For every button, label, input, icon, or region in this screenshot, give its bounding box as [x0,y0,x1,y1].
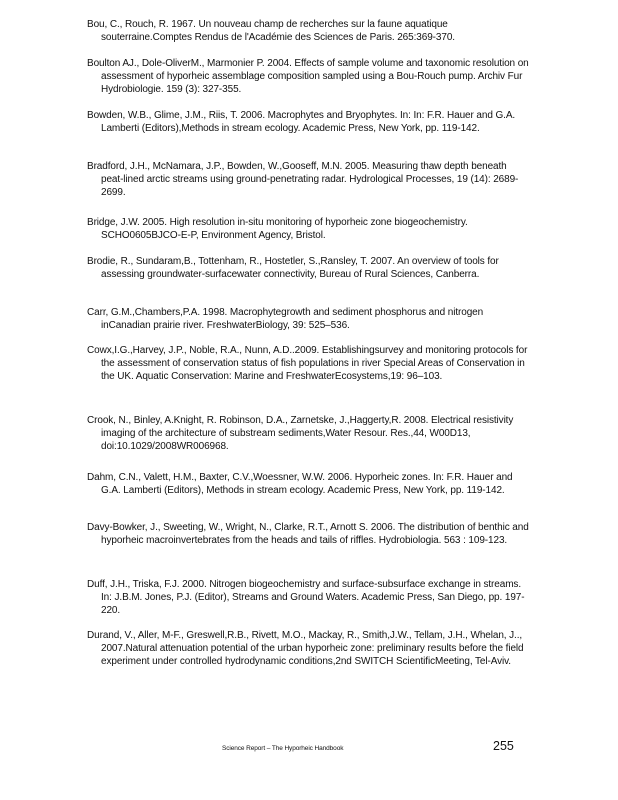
reference-entry: Durand, V., Aller, M-F., Greswell,R.B., Rivett, M.O., Mackay, R., Smith,J.W., Tellam, J.H., Whelan, J.., 2007.Natural attenuation potential of the urban hyporheic zone: preliminary results before the field experiment under controlled hydrodynamic conditions,2nd SWITCH ScientificMeeting, Tel-Aviv. [87,630,524,667]
reference-entry: Bou, C., Rouch, R. 1967. Un nouveau champ de recherches sur la faune aquatique souterraine.Comptes Rendus de l'Académie des Sciences de Paris. 265:369-370. [87,19,455,43]
reference-entry: Carr, G.M.,Chambers,P.A. 1998. Macrophytegrowth and sediment phosphorus and nitrogen inCanadian prairie river. FreshwaterBiology, 39: 525–536. [87,307,484,331]
reference-entry: Crook, N., Binley, A.Knight, R. Robinson, D.A., Zarnetske, J.,Haggerty,R. 2008. Electrical resistivity imaging of the architecture of substream sediments,Water Resour. Res.,44, W00D13, doi:10.1029/2008WR006968. [87,415,514,452]
reference-entry: Bowden, W.B., Glime, J.M., Riis, T. 2006. Macrophytes and Bryophytes. In: In: F.R. Hauer and G.A. Lamberti (Editors),Methods in stream ecology. Academic Press, New York, pp. 119-142. [87,110,516,134]
page-number: 255 [493,739,514,753]
reference-entry: Brodie, R., Sundaram,B., Tottenham, R., Hostetler, S.,Ransley, T. 2007. An overview of tools for assessing groundwater-surfacewater connectivity, Bureau of Rural Sciences, Canberra. [87,256,499,280]
reference-entry: Bridge, J.W. 2005. High resolution in-situ monitoring of hyporheic zone biogeochemistry. SCHO0605BJCO-E-P, Environment Agency, Bristol. [87,217,468,241]
reference-entry: Cowx,I.G.,Harvey, J.P., Noble, R.A., Nunn, A.D..2009. Establishingsurvey and monitoring protocols for the assessment of conservation status of fish populations in river Special Areas of Conservation in the UK. Aquatic Conservation: Marine and FreshwaterEcosystems,19: 96–103. [87,345,528,382]
reference-entry: Dahm, C.N., Valett, H.M., Baxter, C.V.,Woessner, W.W. 2006. Hyporheic zones. In: F.R. Hauer and G.A. Lamberti (Editors), Methods in stream ecology. Academic Press, New York, pp. 119-142. [87,472,513,496]
footer-title: Science Report – The Hyporheic Handbook [222,745,344,752]
reference-entry: Davy-Bowker, J., Sweeting, W., Wright, N., Clarke, R.T., Arnott S. 2006. The distribution of benthic and hyporheic macroinvertebrates from the heads and tails of riffles. Hydrobiologia. 563 : 109-123. [87,522,529,546]
reference-entry: Bradford, J.H., McNamara, J.P., Bowden, W.,Gooseff, M.N. 2005. Measuring thaw depth beneath peat-lined arctic streams using ground-penetrating radar. Hydrological Processes, 19 (14): 2689-2699. [87,161,519,198]
reference-entry: Boulton AJ., Dole-OliverM., Marmonier P. 2004. Effects of sample volume and taxonomic resolution on assessment of hyporheic assemblage composition sampled using a Bou-Rouch pump. Archiv Fur Hydrobiologie. 159 (3): 327-355. [87,58,529,95]
reference-entry: Duff, J.H., Triska, F.J. 2000. Nitrogen biogeochemistry and surface-subsurface exchange in streams. In: J.B.M. Jones, P.J. (Editor), Streams and Ground Waters. Academic Press, San Diego, pp. 197-220. [87,579,525,616]
